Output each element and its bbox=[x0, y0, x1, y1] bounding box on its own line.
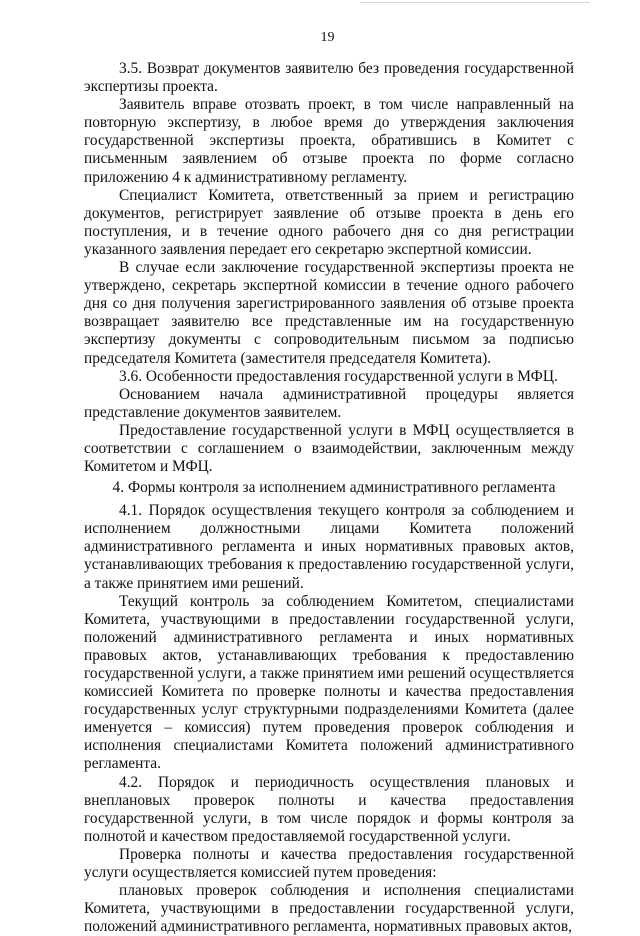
paragraph-procedure-basis: Основанием начала административной процедуры является представление документов заявителем. bbox=[84, 385, 574, 421]
scan-edge-line bbox=[360, 2, 590, 3]
page-number: 19 bbox=[320, 30, 335, 45]
paragraph-4-1: 4.1. Порядок осуществления текущего контроля за соблюдением и исполнением должностными лицами Комитета положений административного регламента и иных нормативных правовых актов, устанавливающих требования к предоставлению государственной услуги, а также принятием ими решений. bbox=[84, 502, 574, 592]
paragraph-3-6-title: 3.6. Особенности предоставления государственной услуги в МФЦ. bbox=[119, 367, 558, 385]
paragraph-current-control: Текущий контроль за соблюдением Комитетом, специалистами Комитета, участвующими в предоставлении государственной услуги, положений административного регламента и иных нормативных правовых актов, устанавливающих требования к предоставлению государственной услуги, а также принятием ими решений осуществляется комиссией Комитета по проверке полноты и качества предоставления государственных услуг структурными подразделениями Комитета (далее именуется – комиссия) путем проведения проверок соблюдения и исполнения специалистами Комитета положений административного регламента. bbox=[84, 592, 574, 773]
document-body bbox=[84, 60, 574, 936]
paragraph-return-documents: В случае если заключение государственной экспертизы проекта не утверждено, секретарь экспертной комиссии в течение одного рабочего дня со дня получения зарегистрированного заявления об отзыве проекта возвращает заявителю все представленные им на государственную экспертизу документы с сопроводительным письмом за подписью председателя Комитета (заместителя председателя Комитета). bbox=[84, 259, 574, 367]
paragraph-inspection: Проверка полноты и качества предоставления государственной услуги осуществляется комиссией путем проведения: bbox=[84, 845, 574, 882]
paragraph-4-2: 4.2. Порядок и периодичность осуществления плановых и внеплановых проверок полноты и качества предоставления государственной услуги, в том числе порядок и формы контроля за полнотой и качеством предоставляемой государственной услуги. bbox=[84, 773, 574, 845]
section-4-heading: 4. Формы контроля за исполнением административного регламента bbox=[112, 479, 556, 497]
paragraph-registration: Специалист Комитета, ответственный за прием и регистрацию документов, регистрирует заявление об отзыве проекта в день его поступления, и в течение одного рабочего дня со дня регистрации указанного заявления передает его секретарю экспертной комиссии. bbox=[84, 186, 574, 258]
paragraph-withdrawal-right: Заявитель вправе отозвать проект, в том числе направленный на повторную экспертизу, в любое время до утверждения заключения государственной экспертизы проекта, обратившись в Комитет с письменным заявлением об отзыве проекта по форме согласно приложению 4 к административному регламенту. bbox=[84, 96, 574, 186]
paragraph-planned-inspections: плановых проверок соблюдения и исполнения специалистами Комитета, участвующими в предоставлении государственной услуги, положений административного регламента, нормативных правовых актов, bbox=[84, 882, 574, 936]
paragraph-mfc-agreement: Предоставление государственной услуги в МФЦ осуществляется в соответствии с соглашением о взаимодействии, заключенным между Комитетом и МФЦ. bbox=[84, 421, 574, 476]
paragraph-3-5-title: 3.5. Возврат документов заявителю без проведения государственной экспертизы проекта. bbox=[84, 60, 574, 96]
